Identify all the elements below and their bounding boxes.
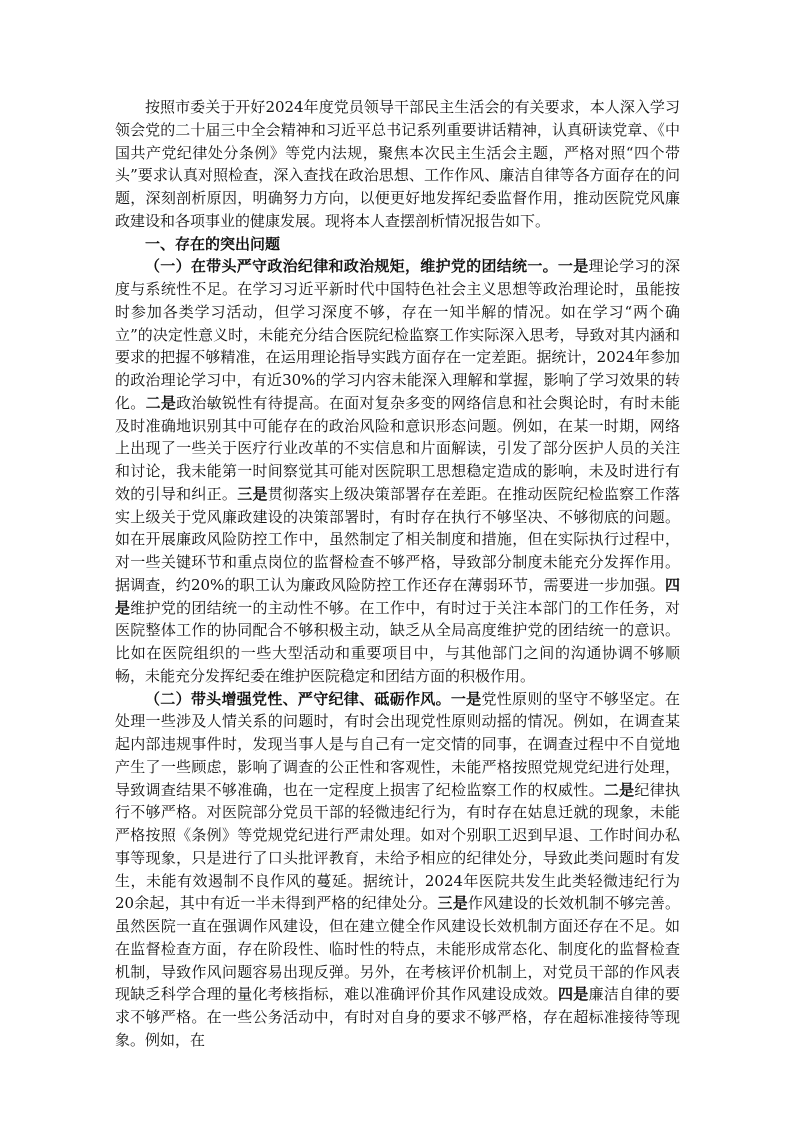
point-text: 廉洁自律的要求不够严格。在一些公务活动中，有时对自身的要求不够严格，存在超标准接待等现象。例如，在 xyxy=(115,985,680,1049)
point-text: 政治敏锐性有待提高。在面对复杂多变的网络信息和社会舆论时，有时未能及时准确地识别其中可能存在的政治风险和意识形态问题。例如，在某一时期，网络上出现了一些关于医疗行业改革的不实信息和片面解读，引发了部分医护人员的关注和讨论，我未能第一时间察觉其可能对医院职工思想稳定造成的影响，未及时进行有效的引导和纠正。 xyxy=(115,393,680,503)
subsection-1-heading: （一）在带头严守政治纪律和政治规矩，维护党的团结统一。 xyxy=(145,257,558,276)
intro-paragraph: 按照市委关于开好2024年度党员领导干部民主生活会的有关要求，本人深入学习领会党的二十届三中全会精神和习近平总书记系列重要讲话精神，认真研读党章、《中国共产党纪律处分条例》等党内法规，聚焦本次民主生活会主题，严格对照“四个带头”要求认真对照检查，深入查找在政治思想、工作作风、廉洁自律等各方面存在的问题，深刻剖析原因，明确努力方向，以便更好地发挥纪委监督作用，推动医院党风廉政建设和各项事业的健康发展。现将本人查摆剖析情况报告如下。 xyxy=(115,98,680,230)
point-text: 党性原则的坚守不够坚定。在处理一些涉及人情关系的问题时，有时会出现党性原则动摇的情况。例如，在调查某起内部违规事件时，发现当事人是与自己有一定交情的同事，在调查过程中不自觉地产生了一些顾虑，影响了调查的公正性和客观性，未能严格按照党规党纪进行处理，导致调查结果不够准确，也在一定程度上损害了纪检监察工作的权威性。 xyxy=(115,689,680,799)
subsection-2-paragraph xyxy=(115,688,680,1052)
point-text: 理论学习的深度与系统性不足。在学习习近平新时代中国特色社会主义思想等政治理论时，虽能按时参加各类学习活动，但学习深度不够，存在一知半解的情况。如在学习“两个确立”的决定性意义时，未能充分结合医院纪检监察工作实际深入思考，导致对其内涵和要求的把握不够精准，在运用理论指导实践方面存在一定差距。据统计，2024年参加的政治理论学习中，有近30%的学习内容未能深入理解和掌握，影响了学习效果的转化。 xyxy=(115,257,680,412)
point-marker: 二是 xyxy=(145,393,177,412)
subsection-1-paragraph xyxy=(115,255,680,687)
point-marker: 一是 xyxy=(450,689,482,708)
point-marker: 一是 xyxy=(557,257,589,276)
section-heading: 一、存在的突出问题 xyxy=(145,234,281,253)
point-marker: 二是 xyxy=(603,780,635,799)
point-text: 作风建设的长效机制不够完善。虽然医院一直在强调作风建设，但在建立健全作风建设长效机制方面还存在不足。如在监督检查方面，存在阶段性、临时性的特点，未能形成常态化、制度化的监督检查机制，导致作风问题容易出现反弹。另外，在考核评价机制上，对党员干部的作风表现缺乏科学合理的量化考核指标，难以准确评价其作风建设成效。 xyxy=(115,894,680,1004)
point-marker: 三是 xyxy=(237,484,268,503)
point-text: 维护党的团结统一的主动性不够。在工作中，有时过于关注本部门的工作任务，对医院整体工作的协同配合不够积极主动，缺乏从全局高度维护党的团结统一的意识。比如在医院组织的一些大型活动和重要项目中，与其他部门之间的沟通协调不够顺畅，未能充分发挥纪委在维护医院稳定和团结方面的积极作用。 xyxy=(115,598,680,685)
point-text: 纪律执行不够严格。对医院部分党员干部的轻微违纪行为，有时存在姑息迁就的现象，未能严格按照《条例》等党规党纪进行严肃处理。如对个别职工迟到早退、工作时间办私事等现象，只是进行了口头批评教育，未给予相应的纪律处分，导致此类问题时有发生，未能有效遏制不良作风的蔓延。据统计，2024年医院共发生此类轻微违纪行为20余起，其中有近一半未得到严格的纪律处分。 xyxy=(115,780,680,913)
point-marker: 四是 xyxy=(115,575,680,617)
point-marker: 四是 xyxy=(558,985,589,1004)
point-text: 贯彻落实上级决策部署存在差距。在推动医院纪检监察工作落实上级关于党风廉政建设的决策部署时，有时存在执行不够坚决、不够彻底的问题。如在开展廉政风险防控工作中，虽然制定了相关制度和措施，但在实际执行过程中，对一些关键环节和重点岗位的监督检查不够严格，导致部分制度未能充分发挥作用。据调查，约20%的职工认为廉政风险防控工作还存在薄弱环节，需要进一步加强。 xyxy=(115,484,680,594)
point-marker: 三是 xyxy=(437,894,468,913)
subsection-2-heading: （二）带头增强党性、严守纪律、砥砺作风。 xyxy=(145,689,451,708)
